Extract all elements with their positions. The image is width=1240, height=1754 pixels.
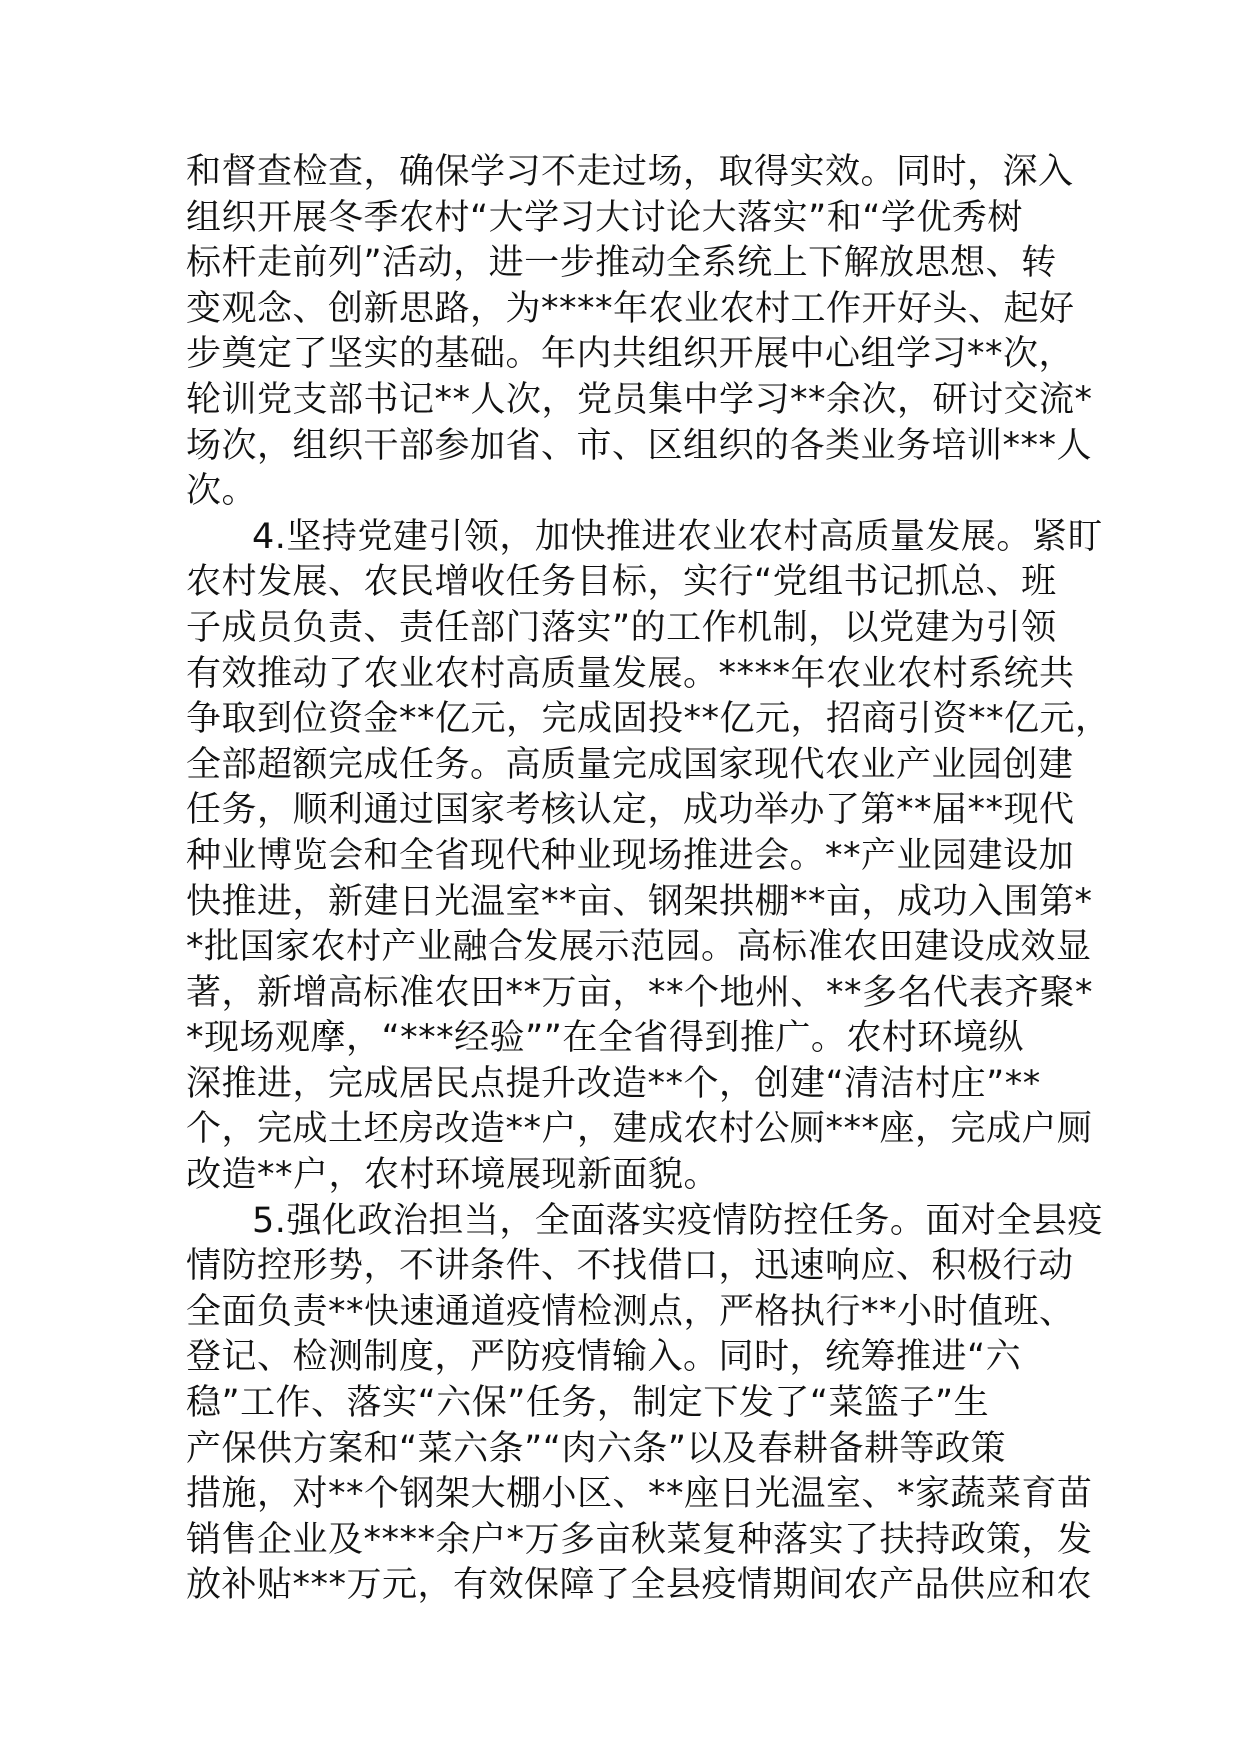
text-line: 全面负责**快速通道疫情检测点，严格执行**小时值班、: [186, 1291, 1075, 1332]
text-line: 全部超额完成任务。高质量完成国家现代农业产业园创建: [186, 744, 1074, 785]
text-line: *现场观摩，“***经验””在全省得到推广。农村环境纵: [186, 1018, 1024, 1059]
text-line: 放补贴***万元，有效保障了全县疫情期间农产品供应和农: [186, 1565, 1093, 1606]
text-line: 和督查检查，确保学习不走过场，取得实效。同时，深入: [186, 152, 1074, 192]
text-line: 种业博览会和全省现代种业现场推进会。**产业园建设加: [186, 835, 1075, 876]
text-line: 措施，对**个钢架大棚小区、**座日光温室、*家蔬菜育苗: [186, 1474, 1093, 1515]
text-line: 有效推动了农业农村高质量发展。****年农业农村系统共: [186, 653, 1075, 694]
text-line: 登记、检测制度，严防疫情输入。同时，统筹推进“六: [186, 1337, 1022, 1378]
text-line: 销售企业及****余户*万多亩秋菜复种落实了扶持政策，发: [186, 1519, 1093, 1560]
paragraph-4-first-line: 4.坚持党建引领，加快推进农业农村高质量发展。紧盯: [252, 516, 1103, 557]
text-line: 快推进，新建日光温室**亩、钢架拱棚**亩，成功入围第*: [186, 881, 1093, 922]
text-line: 争取到位资金**亿元，完成固投**亿元，招商引资**亿元，: [186, 699, 1111, 740]
text-line: 改造**户，农村环境展现新面貌。: [186, 1155, 720, 1196]
text-line: *批国家农村产业融合发展示范园。高标准农田建设成效显: [186, 927, 1092, 968]
text-line: 著，新增高标准农田**万亩，**个地州、**多名代表齐聚*: [186, 972, 1094, 1013]
text-line: 场次，组织干部参加省、市、区组织的各类业务培训***人: [186, 425, 1093, 466]
text-line: 个，完成土坯房改造**户，建成农村公厕***座，完成户厕: [186, 1109, 1093, 1150]
text-line: 次。: [186, 471, 258, 512]
text-line: 组织开展冬季农村“大学习大讨论大落实”和“学优秀树: [186, 197, 1023, 238]
document-body: [186, 150, 1111, 1609]
text-line: 任务，顺利通过国家考核认定，成功举办了第**届**现代: [186, 790, 1075, 831]
text-line: 深推进，完成居民点提升改造**个，创建“清洁村庄”**: [186, 1063, 1041, 1104]
text-line: 产保供方案和“菜六条”“肉六条”以及春耕备耕等政策: [186, 1428, 1007, 1469]
text-line: 轮训党支部书记**人次，党员集中学习**余次，研讨交流*: [186, 379, 1093, 420]
text-line: 稳”工作、落实“六保”任务，制定下发了“菜篮子”生: [186, 1383, 990, 1424]
text-line: 步奠定了坚实的基础。年内共组织开展中心组学习**次，: [186, 334, 1075, 375]
paragraph-5-first-line: 5.强化政治担当，全面落实疫情防控任务。面对全县疫: [252, 1200, 1103, 1241]
text-line: 子成员负责、责任部门落实”的工作机制，以党建为引领: [186, 607, 1057, 648]
text-line: 标杆走前列”活动，进一步推动全系统上下解放思想、转: [186, 243, 1057, 284]
text-line: 变观念、创新思路，为****年农业农村工作开好头、起好: [186, 288, 1075, 329]
text-line: 情防控形势，不讲条件、不找借口，迅速响应、积极行动: [186, 1246, 1074, 1287]
text-line: 农村发展、农民增收任务目标，实行“党组书记抓总、班: [186, 562, 1057, 603]
